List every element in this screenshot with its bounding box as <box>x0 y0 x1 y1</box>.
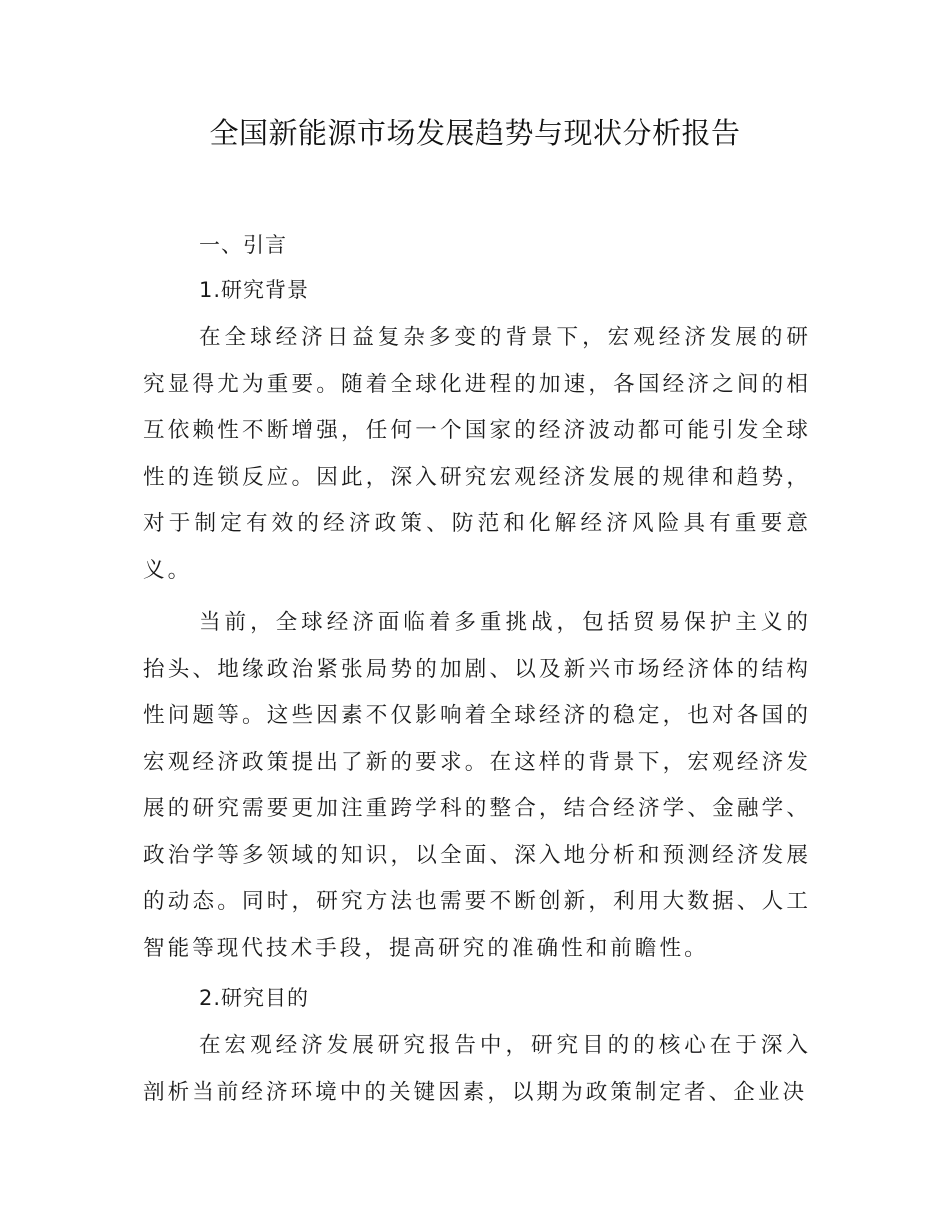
subsection-heading-research-purpose: 2.研究目的 <box>199 986 310 1010</box>
paragraph-background-1: 在全球经济日益复杂多变的背景下，宏观经济发展的研究显得尤为重要。随着全球化进程的加速，各国经济之间的相互依赖性不断增强，任何一个国家的经济波动都可能引发全球性的连锁反应。因此，深入研究宏观经济发展的规律和趋势，对于制定有效的经济政策、防范和化解经济风险具有重要意义。 <box>143 325 811 583</box>
document-title: 全国新能源市场发展趋势与现状分析报告 <box>209 116 741 150</box>
paragraph-purpose-1: 在宏观经济发展研究报告中，研究目的的核心在于深入剖析当前经济环境中的关键因素，以期为政策制定者、企业决 <box>143 1033 811 1105</box>
section-heading-introduction: 一、引言 <box>199 233 287 257</box>
subsection-heading-research-background: 1.研究背景 <box>199 278 310 302</box>
document-body <box>143 225 811 1122</box>
paragraph-background-2: 当前，全球经济面临着多重挑战，包括贸易保护主义的抬头、地缘政治紧张局势的加剧、以及新兴市场经济体的结构性问题等。这些因素不仅影响着全球经济的稳定，也对各国的宏观经济政策提出了新的要求。在这样的背景下，宏观经济发展的研究需要更加注重跨学科的整合，结合经济学、金融学、政治学等多领域的知识，以全面、深入地分析和预测经济发展的动态。同时，研究方法也需要不断创新，利用大数据、人工智能等现代技术手段，提高研究的准确性和前瞻性。 <box>143 610 811 961</box>
